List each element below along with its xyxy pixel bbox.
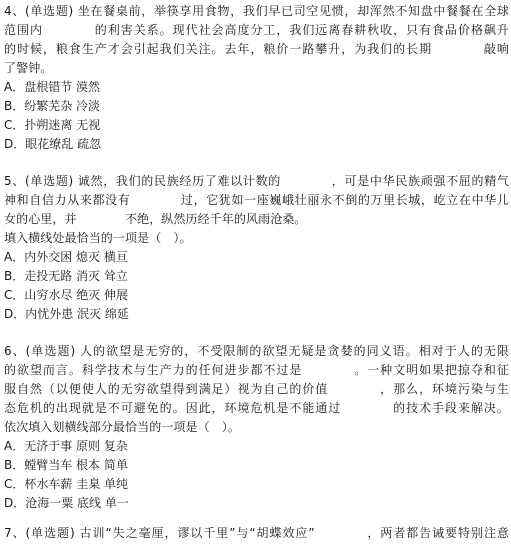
option-a: A．内外交困 熄灭 横亘	[4, 250, 128, 264]
question-7	[4, 524, 509, 543]
option-c: C．扑朔迷离 无视	[4, 118, 101, 132]
option-d: D．沧海一粟 底线 单一	[4, 496, 129, 510]
question-stem-line: 服自然（以便使人的无穷欲望得到满足）视为自己的价值 ，那么，环境污染与生	[4, 382, 509, 396]
question-stem-line: 神和自信力从来都没有 过，它犹如一座巍峨壮丽永不倒的万里长城，屹立在中华儿	[4, 193, 509, 207]
question-stem-line: 的时候，粮食生产才会引起我们关注。去年，粮价一路攀升，为我们的长期 敲响	[4, 42, 509, 56]
question-stem-line: 5、(单选题) 诚然，我们的民族经历了难以计数的 ，可是中华民族顽强不屈的精气	[4, 174, 509, 188]
question-stem-line: 7、(单选题) 古训“失之毫厘，谬以千里”与“胡蝶效应” ，两者都告诫要特别注意	[4, 526, 509, 540]
question-stem-line: 了警钟。	[4, 61, 53, 75]
question-4	[4, 2, 509, 154]
question-stem-line: 4、(单选题) 坐在餐桌前，举筷享用食物，我们早已司空见惯，却浑然不知盘中餐餐在全球	[4, 4, 509, 18]
option-d: D．眼花缭乱 疏忽	[4, 137, 102, 151]
option-a: A．无济于事 原则 复杂	[4, 439, 128, 453]
option-b: B．纷繁芜杂 冷淡	[4, 99, 101, 113]
question-stem-line: 女的心里，并 不绝，纵然历经千年的风雨沧桑。	[4, 212, 307, 226]
question-stem-line: 的欲望而言。科学技术与生产力的任何进步都不过是 。一种文明如果把掠夺和征	[4, 363, 509, 377]
question-6	[4, 342, 509, 513]
question-prompt: 依次填入划横线部分最恰当的一项是（ ）。	[4, 420, 241, 434]
option-c: C．山穷水尽 绝灭 伸展	[4, 288, 129, 302]
question-stem-line: 6、(单选题) 人的欲望是无穷的，不受限制的欲望无疑是贪婪的同义语。相对于人的无限	[4, 344, 509, 358]
option-c: C．杯水车薪 圭臬 单纯	[4, 477, 129, 491]
question-stem-line: 态危机的出现就是不可避免的。因此，环境危机是不能通过 的技术手段来解决。	[4, 401, 509, 415]
option-d: D．内忧外患 泯灭 绵延	[4, 307, 129, 321]
option-b: B．走投无路 消灭 耸立	[4, 269, 128, 283]
question-5	[4, 172, 509, 324]
option-a: A．盘根错节 漠然	[4, 80, 101, 94]
question-prompt: 填入横线处最恰当的一项是（ ）。	[4, 231, 192, 245]
question-stem-line: 范围内 的利害关系。现代社会高度分工，我们远离春耕秋收，只有食品价格飙升	[4, 23, 509, 37]
option-b: B．螳臂当车 根本 简单	[4, 458, 128, 472]
